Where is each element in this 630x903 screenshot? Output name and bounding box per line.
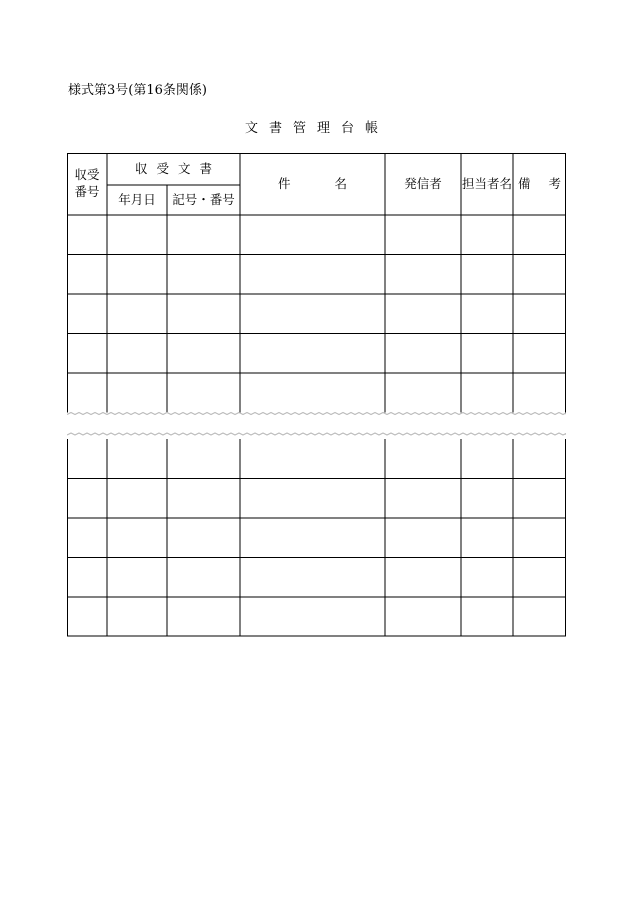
header-remarks-part1: 備	[517, 175, 531, 191]
document-ledger-table	[67, 153, 566, 637]
header-remarks-part2: 考	[548, 175, 562, 191]
header-subject-part2: 名	[334, 175, 348, 191]
table-grid	[67, 153, 566, 637]
form-number: 様式第3号(第16条関係)	[68, 83, 207, 98]
break-wave-top	[67, 413, 566, 415]
header-sender: 発信者	[404, 175, 442, 191]
header-receipt-number	[67, 153, 107, 215]
header-receipt-number-line1: 収受	[74, 167, 100, 183]
header-received-document: 収受文書	[134, 160, 221, 176]
header-symbol-number: 記号・番号	[172, 191, 235, 207]
header-receipt-number-line2: 番号	[74, 184, 100, 199]
header-subject	[240, 153, 385, 215]
header-date: 年月日	[118, 191, 156, 207]
header-person-in-charge: 担当者名	[461, 175, 512, 191]
header-remarks	[513, 153, 566, 215]
document-title: 文書管理台帳	[244, 121, 389, 136]
break-wave-bottom	[67, 433, 566, 435]
header-subject-part1: 件	[277, 175, 291, 191]
